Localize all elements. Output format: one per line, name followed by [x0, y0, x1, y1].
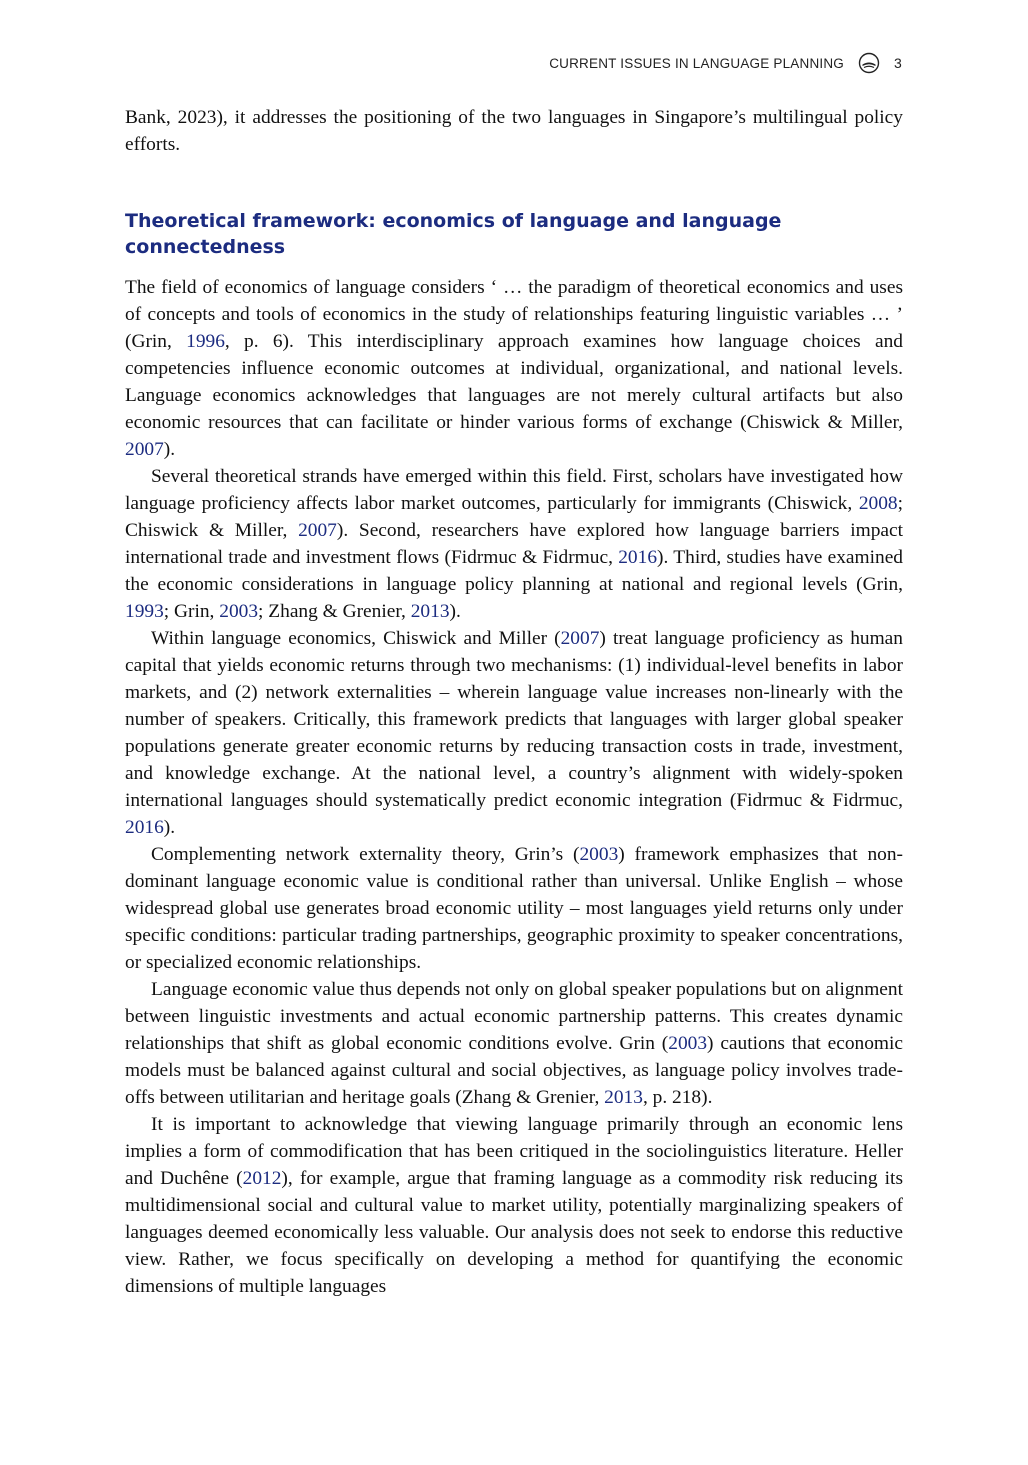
journal-logo-icon	[858, 52, 880, 74]
paragraph-3	[125, 625, 903, 841]
citation-link[interactable]: 1993	[125, 601, 164, 622]
section-heading: Theoretical framework: economics of language and language connectedness	[125, 210, 782, 258]
citation-link[interactable]: 2007	[298, 520, 337, 541]
text-run: , p. 6). This interdisciplinary approach examines how language choices and competencies influence economic outcomes at individual, organizational, and national levels. Language economics acknowledges that languages are not merely cultural artifacts but also economic resources that can facilitate or hinder various forms of exchange (Chiswick & Miller,	[125, 331, 903, 433]
text-run: ).	[163, 817, 176, 838]
journal-title: CURRENT ISSUES IN LANGUAGE PLANNING	[549, 55, 844, 71]
text-run: ).	[449, 601, 461, 622]
text-run: ) treat language proficiency as human capital that yields economic returns through two mechanisms: (1) individual-level benefits in labor markets, and (2) network externalities – wherein language value increases non-linearly with the number of speakers. Critically, this framework predicts that languages with larger global speaker populations generate greater economic returns by reducing transaction costs in trade, investment, and knowledge exchange. At the national level, a country’s alignment with widely-spoken international languages should systematically predict economic integration (Fidrmuc & Fidrmuc,	[125, 628, 903, 811]
citation-link[interactable]: 2003	[219, 601, 259, 622]
citation-link[interactable]: 1996	[186, 331, 225, 352]
paragraph-5	[125, 976, 903, 1111]
citation-link[interactable]: 2008	[858, 493, 898, 514]
text-run: ; Chiswick & Miller,	[125, 493, 903, 541]
paragraph-6	[125, 1111, 903, 1300]
paragraph-continued	[125, 104, 903, 158]
text-run: The field of economics of language considers ‘ … the paradigm of theoretical economics and uses of concepts and tools of economics in the study of relationships featuring linguistic variables … ’ (Grin,	[125, 277, 903, 352]
text-run: ).	[163, 439, 176, 460]
citation-link[interactable]: 2007	[125, 439, 164, 460]
text-run: ) cautions that economic models must be balanced against cultural and social objectives, as language policy involves trade-offs between utilitarian and heritage goals (Zhang & Grenier,	[125, 1033, 904, 1108]
citation-link[interactable]: 2007	[560, 628, 600, 649]
text-run: Several theoretical strands have emerged within this field. First, scholars have investigated how language proficiency affects labor market outcomes, particularly for immigrants (Chiswick,	[125, 466, 903, 514]
citation-link[interactable]: 2003	[668, 1033, 708, 1054]
text-run: ). Second, researchers have explored how language barriers impact international trade and investment flows (Fidrmuc & Fidrmuc,	[125, 520, 904, 568]
text-run: Complementing network externality theory, Grin’s (	[151, 844, 580, 865]
text-run: ; Zhang & Grenier,	[258, 601, 411, 622]
paragraph-4	[125, 841, 903, 976]
text-run: ), for example, argue that framing language as a commodity risk reducing its multidimensional social and cultural value to market utility, potentially marginalizing speakers of languages deemed economically less valuable. Our analysis does not seek to endorse this reductive view. Rather, we focus specifically on developing a method for quantifying the economic dimensions of multiple languages	[125, 1168, 903, 1297]
text-run: It is important to acknowledge that viewing language primarily through an economic lens implies a form of commodification that has been critiqued in the sociolinguistics literature. Heller and Duchêne (	[125, 1114, 903, 1189]
text-run: Within language economics, Chiswick and Miller (	[151, 628, 561, 649]
running-head	[549, 52, 902, 74]
paragraph-1	[125, 274, 903, 463]
text-run: ; Grin,	[163, 601, 220, 622]
text-run: Bank, 2023), it addresses the positioning of the two languages in Singapore’s multilingual policy efforts.	[125, 107, 903, 155]
citation-link[interactable]: 2013	[604, 1087, 643, 1108]
text-run: , p. 218).	[642, 1087, 713, 1108]
text-run: Language economic value thus depends not only on global speaker populations but on alignment between linguistic investments and actual economic partnership patterns. This creates dynamic relationships that shift as global economic conditions evolve. Grin (	[125, 979, 903, 1054]
citation-link[interactable]: 2016	[125, 817, 164, 838]
page-number: 3	[894, 55, 902, 71]
text-run: ). Third, studies have examined the economic considerations in language policy planning at national and regional levels (Grin,	[125, 547, 903, 595]
citation-link[interactable]: 2003	[579, 844, 619, 865]
citation-link[interactable]: 2013	[410, 601, 450, 622]
citation-link[interactable]: 2016	[618, 547, 658, 568]
article-body	[125, 104, 903, 1300]
text-run: ) framework emphasizes that non-dominant language economic value is conditional rather than universal. Unlike English – whose widespread global use generates broad economic utility – most languages yield returns only under specific conditions: particular trading partnerships, geographic proximity to speaker concentrations, or specialized economic relationships.	[125, 844, 903, 973]
paragraph-2	[125, 463, 903, 625]
citation-link[interactable]: 2012	[242, 1168, 282, 1189]
